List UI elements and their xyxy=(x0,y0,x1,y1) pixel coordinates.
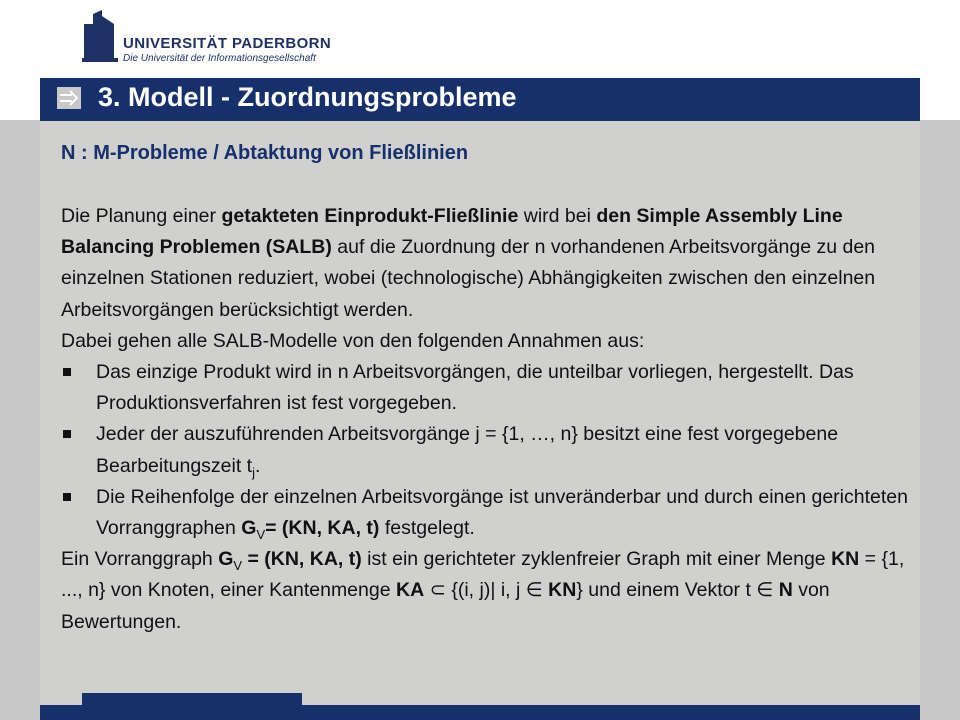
bold-term: KN xyxy=(831,548,860,571)
bold-term: G xyxy=(241,517,257,540)
bullet-text: Das einzige Produkt wird in n Arbeitsvorgängen, die unteilbar vorliegen, hergestellt. Das Produktionsverfahren ist fest vorgegeben. xyxy=(96,361,854,415)
text-span: = {1, ..., n} von Knoten, einer Kantenmenge xyxy=(61,548,905,602)
footer-bar xyxy=(40,705,920,720)
bold-term: N xyxy=(778,579,793,602)
text-span: von Bewertungen. xyxy=(61,579,830,633)
list-item xyxy=(61,482,911,544)
university-tagline: Die Universität der Informationsgesellschaft xyxy=(123,53,316,64)
page-title: 3. Modell - Zuordnungsprobleme xyxy=(98,82,517,112)
bullet-square-icon xyxy=(63,430,71,438)
text-span: Ein Vorranggraph xyxy=(61,548,219,571)
list-item xyxy=(61,419,911,481)
text-span: wird bei xyxy=(518,205,597,227)
bullet-square-icon xyxy=(63,368,71,376)
body-text xyxy=(61,201,911,638)
arrow-right-icon xyxy=(57,87,81,109)
paragraph-intro xyxy=(61,201,911,326)
text-span: auf die Zuordnung der n vorhandenen Arbeitsvorgänge zu den einzelnen Stationen reduziert, wobei (technologische) Abhängigkeiten zwischen den einzelnen Arbeitsvorgängen berücksichtigt werden. xyxy=(61,236,876,321)
bullet-text: Jeder der auszuführenden Arbeitsvorgänge j = {1, …, n} besitzt eine fest vorgegebene Bearbeitungszeit t xyxy=(96,423,839,477)
text-span: . xyxy=(255,454,261,477)
bold-term: = (KN, KA, t) xyxy=(265,517,380,540)
bold-term: G xyxy=(218,548,234,571)
bullet-text: Die Reihenfolge der einzelnen Arbeitsvorgänge ist unveränderbar und durch einen gerichteten Vorranggraphen xyxy=(96,485,908,540)
text-span: } und einem Vektor t ∈ xyxy=(576,579,779,602)
list-item xyxy=(61,357,911,419)
paragraph-definition xyxy=(61,544,911,638)
text-span: ⊂ {(i, j)| i, j ∈ xyxy=(424,579,549,602)
bold-term: KN xyxy=(548,579,577,602)
paragraph-assumptions: Dabei gehen alle SALB-Modelle von den folgenden Annahmen aus: xyxy=(61,329,645,352)
bold-term: getakteten Einprodukt-Fließlinie xyxy=(221,205,519,227)
bullet-square-icon xyxy=(63,493,71,501)
text-span: ist ein gerichteter zyklenfreier Graph mit einer Menge xyxy=(361,548,832,571)
bold-term: den Simple Assembly Line Balancing Problemen (SALB) xyxy=(61,205,843,259)
section-subtitle: N : M-Probleme / Abtaktung von Fließlinien xyxy=(61,142,469,164)
bold-term: KA xyxy=(396,579,425,602)
text-span: festgelegt. xyxy=(379,517,475,540)
subscript: V xyxy=(256,527,266,543)
bold-term: = (KN, KA, t) xyxy=(242,548,362,571)
university-name: UNIVERSITÄT PADERBORN xyxy=(123,35,332,52)
text-span: Die Planung einer xyxy=(61,205,222,227)
subscript: j xyxy=(252,464,255,480)
subscript: V xyxy=(233,558,243,574)
